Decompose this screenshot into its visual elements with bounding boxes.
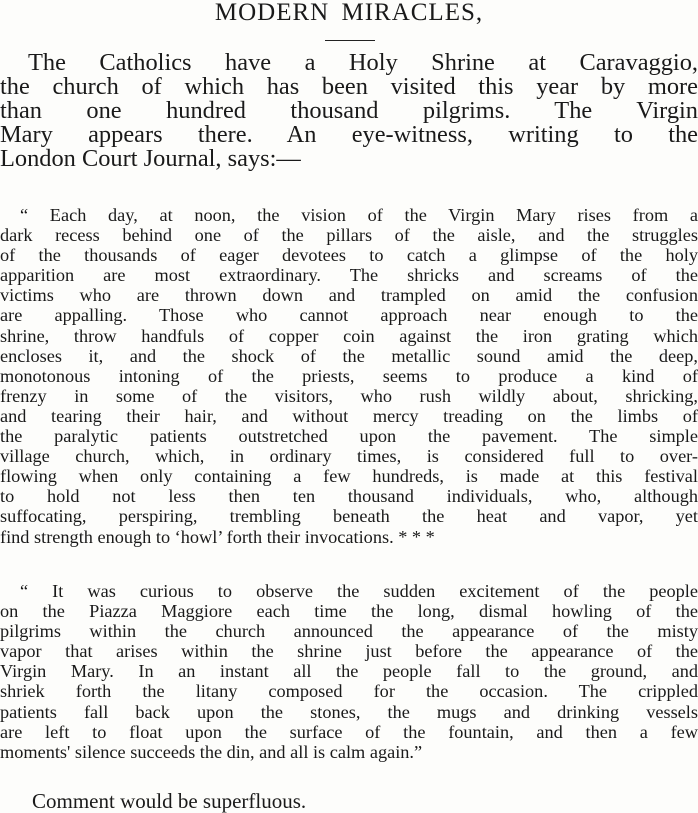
quote-line: “ Each day, at noon, the vision of the Virgin Mary rises from a: [20, 205, 698, 225]
quote-line: moments' silence succeeds the din, and all is calm again.”: [0, 741, 423, 762]
quote-line: dark recess behind one of the pillars of the aisle, and the struggles: [0, 225, 698, 246]
quote-line: “ It was curious to observe the sudden excitement of the people: [20, 581, 698, 601]
quote-line: vapor that arises within the shrine just before the appearance of the: [0, 641, 698, 662]
quote-line: the paralytic patients outstretched upon the pavement. The simple: [0, 426, 698, 447]
quote-line: monotonous intoning of the priests, seems to produce a kind of: [0, 365, 698, 386]
quote-line: apparition are most extraordinary. The shricks and screams of the: [0, 265, 698, 286]
title-rule: [325, 40, 375, 41]
quote-line: on the Piazza Maggiore each time the long, dismal howling of the: [0, 601, 698, 622]
intro-line: than one hundred thousand pilgrims. The Virgin: [0, 97, 698, 124]
quote-paragraph-1: [0, 205, 698, 547]
intro-line: the church of which has been visited this year by more: [0, 73, 698, 100]
intro-line: Mary appears there. An eye-witness, writing to the: [0, 121, 698, 148]
quote-line: shrine, throw handfuls of copper coin against the iron grating which: [0, 325, 698, 346]
quote-line: suffocating, perspiring, trembling beneath the heat and vapor, yet: [0, 506, 698, 527]
article-title: MODERN MIRACLES,: [214, 0, 484, 26]
intro-line: The Catholics have a Holy Shrine at Caravaggio,: [28, 49, 698, 76]
quote-line: to hold not less then ten thousand individuals, who, although: [0, 486, 698, 507]
quote-paragraph-2: [0, 581, 698, 762]
quote-line: victims who are thrown down and trampled on amid the confusion: [0, 285, 698, 306]
quote-line: encloses it, and the shock of the metallic sound amid the deep,: [0, 345, 698, 366]
quote-line: frenzy in some of the visitors, who rush wildly about, shricking,: [0, 385, 698, 406]
quote-line: pilgrims within the church announced the appearance of the misty: [0, 621, 698, 642]
quote-line: are appalling. Those who cannot approach near enough to the: [0, 305, 698, 326]
closing-comment: Comment would be superfluous.: [32, 789, 307, 813]
quote-line: and tearing their hair, and without mercy treading on the limbs of: [0, 405, 698, 426]
quote-line: shriek forth the litany composed for the occasion. The crippled: [0, 681, 698, 702]
quote-line: find strength enough to ‘howl’ forth their invocations. * * *: [0, 526, 435, 547]
quote-line: are left to float upon the surface of the fountain, and then a few: [0, 721, 698, 742]
intro-line: London Court Journal, says:—: [0, 145, 301, 172]
quote-line: Virgin Mary. In an instant all the people fall to the ground, and: [0, 661, 698, 682]
quote-line: of the thousands of eager devotees to catch a glimpse of the holy: [0, 245, 698, 266]
quote-line: patients fall back upon the stones, the mugs and drinking vessels: [0, 701, 698, 722]
quote-line: village church, which, in ordinary times, is considered full to over-: [0, 446, 698, 467]
intro-paragraph: [0, 51, 698, 171]
quote-line: flowing when only containing a few hundreds, is made at this festival: [0, 466, 698, 487]
